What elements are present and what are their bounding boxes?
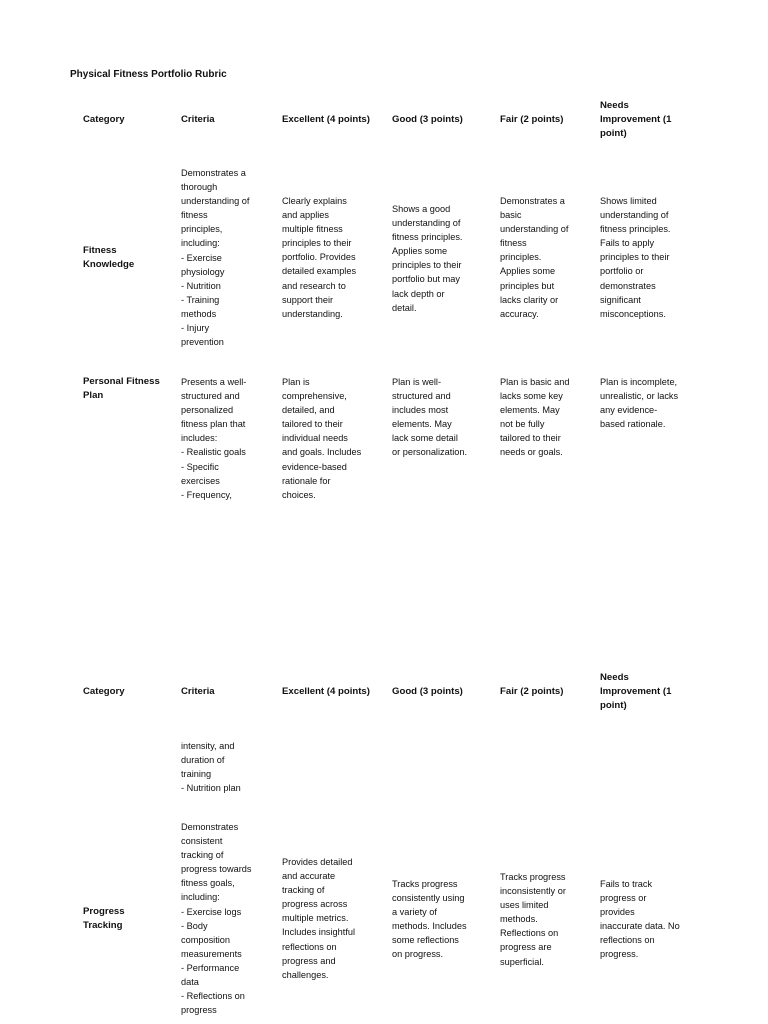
needs-improvement-cell: Fails to track progress or provides inaccurate data. No reflections on progress. bbox=[600, 879, 680, 960]
fair-cell: Plan is basic and lacks some key elements. May not be fully tailored to their needs or goals. bbox=[500, 377, 570, 458]
header-criteria: Criteria bbox=[181, 114, 215, 125]
header-criteria: Criteria bbox=[181, 686, 215, 697]
header-fair: Fair (2 points) bbox=[500, 114, 564, 125]
header-needs-improvement: Needs Improvement (1 point) bbox=[600, 100, 672, 140]
excellent-cell: Clearly explains and applies multiple fitness principles to their portfolio. Provides detailed examples and research to support their understanding. bbox=[282, 196, 357, 319]
header-needs-improvement: Needs Improvement (1 point) bbox=[600, 672, 672, 712]
document-title: Physical Fitness Portfolio Rubric bbox=[70, 69, 227, 80]
needs-improvement-cell: Shows limited understanding of fitness principles. Fails to apply principles to their portfolio or demonstrates significant misconceptions. bbox=[600, 196, 671, 319]
good-cell: Tracks progress consistently using a variety of methods. Includes some reflections on progress. bbox=[392, 879, 467, 960]
criteria-cell: Demonstrates consistent tracking of progress towards fitness goals, including: - Exercise logs - Body composition measurements - Performance data - Reflections on progress bbox=[181, 822, 252, 1016]
criteria-cell: intensity, and duration of training - Nutrition plan bbox=[181, 741, 241, 794]
good-cell: Shows a good understanding of fitness principles. Applies some principles to their portfolio but may lack depth or detail. bbox=[392, 204, 463, 313]
excellent-cell: Plan is comprehensive, detailed, and tailored to their individual needs and goals. Includes evidence-based rationale for choices. bbox=[282, 377, 362, 500]
category-cell: Fitness Knowledge bbox=[83, 245, 135, 271]
fair-cell: Tracks progress inconsistently or uses limited methods. Reflections on progress are superficial. bbox=[500, 872, 566, 967]
category-cell: Personal Fitness Plan bbox=[83, 376, 160, 402]
needs-improvement-cell: Plan is incomplete, unrealistic, or lacks any evidence- based rationale. bbox=[600, 377, 679, 430]
header-excellent: Excellent (4 points) bbox=[282, 114, 370, 125]
header-good: Good (3 points) bbox=[392, 686, 463, 697]
fair-cell: Demonstrates a basic understanding of fitness principles. Applies some principles but lacks clarity or accuracy. bbox=[500, 196, 569, 319]
category-cell: Progress Tracking bbox=[83, 906, 125, 932]
header-category: Category bbox=[83, 114, 125, 125]
criteria-cell: Demonstrates a thorough understanding of fitness principles, including: - Exercise physiology - Nutrition - Training methods - Injury prevention bbox=[181, 168, 250, 348]
header-category: Category bbox=[83, 686, 125, 697]
criteria-cell: Presents a well- structured and personalized fitness plan that includes: - Realistic goals - Specific exercises - Frequency, bbox=[181, 377, 247, 500]
header-good: Good (3 points) bbox=[392, 114, 463, 125]
header-fair: Fair (2 points) bbox=[500, 686, 564, 697]
good-cell: Plan is well- structured and includes most elements. May lack some detail or personalization. bbox=[392, 377, 468, 458]
excellent-cell: Provides detailed and accurate tracking of progress across multiple metrics. Includes insightful reflections on progress and challenges. bbox=[282, 857, 356, 980]
header-excellent: Excellent (4 points) bbox=[282, 686, 370, 697]
